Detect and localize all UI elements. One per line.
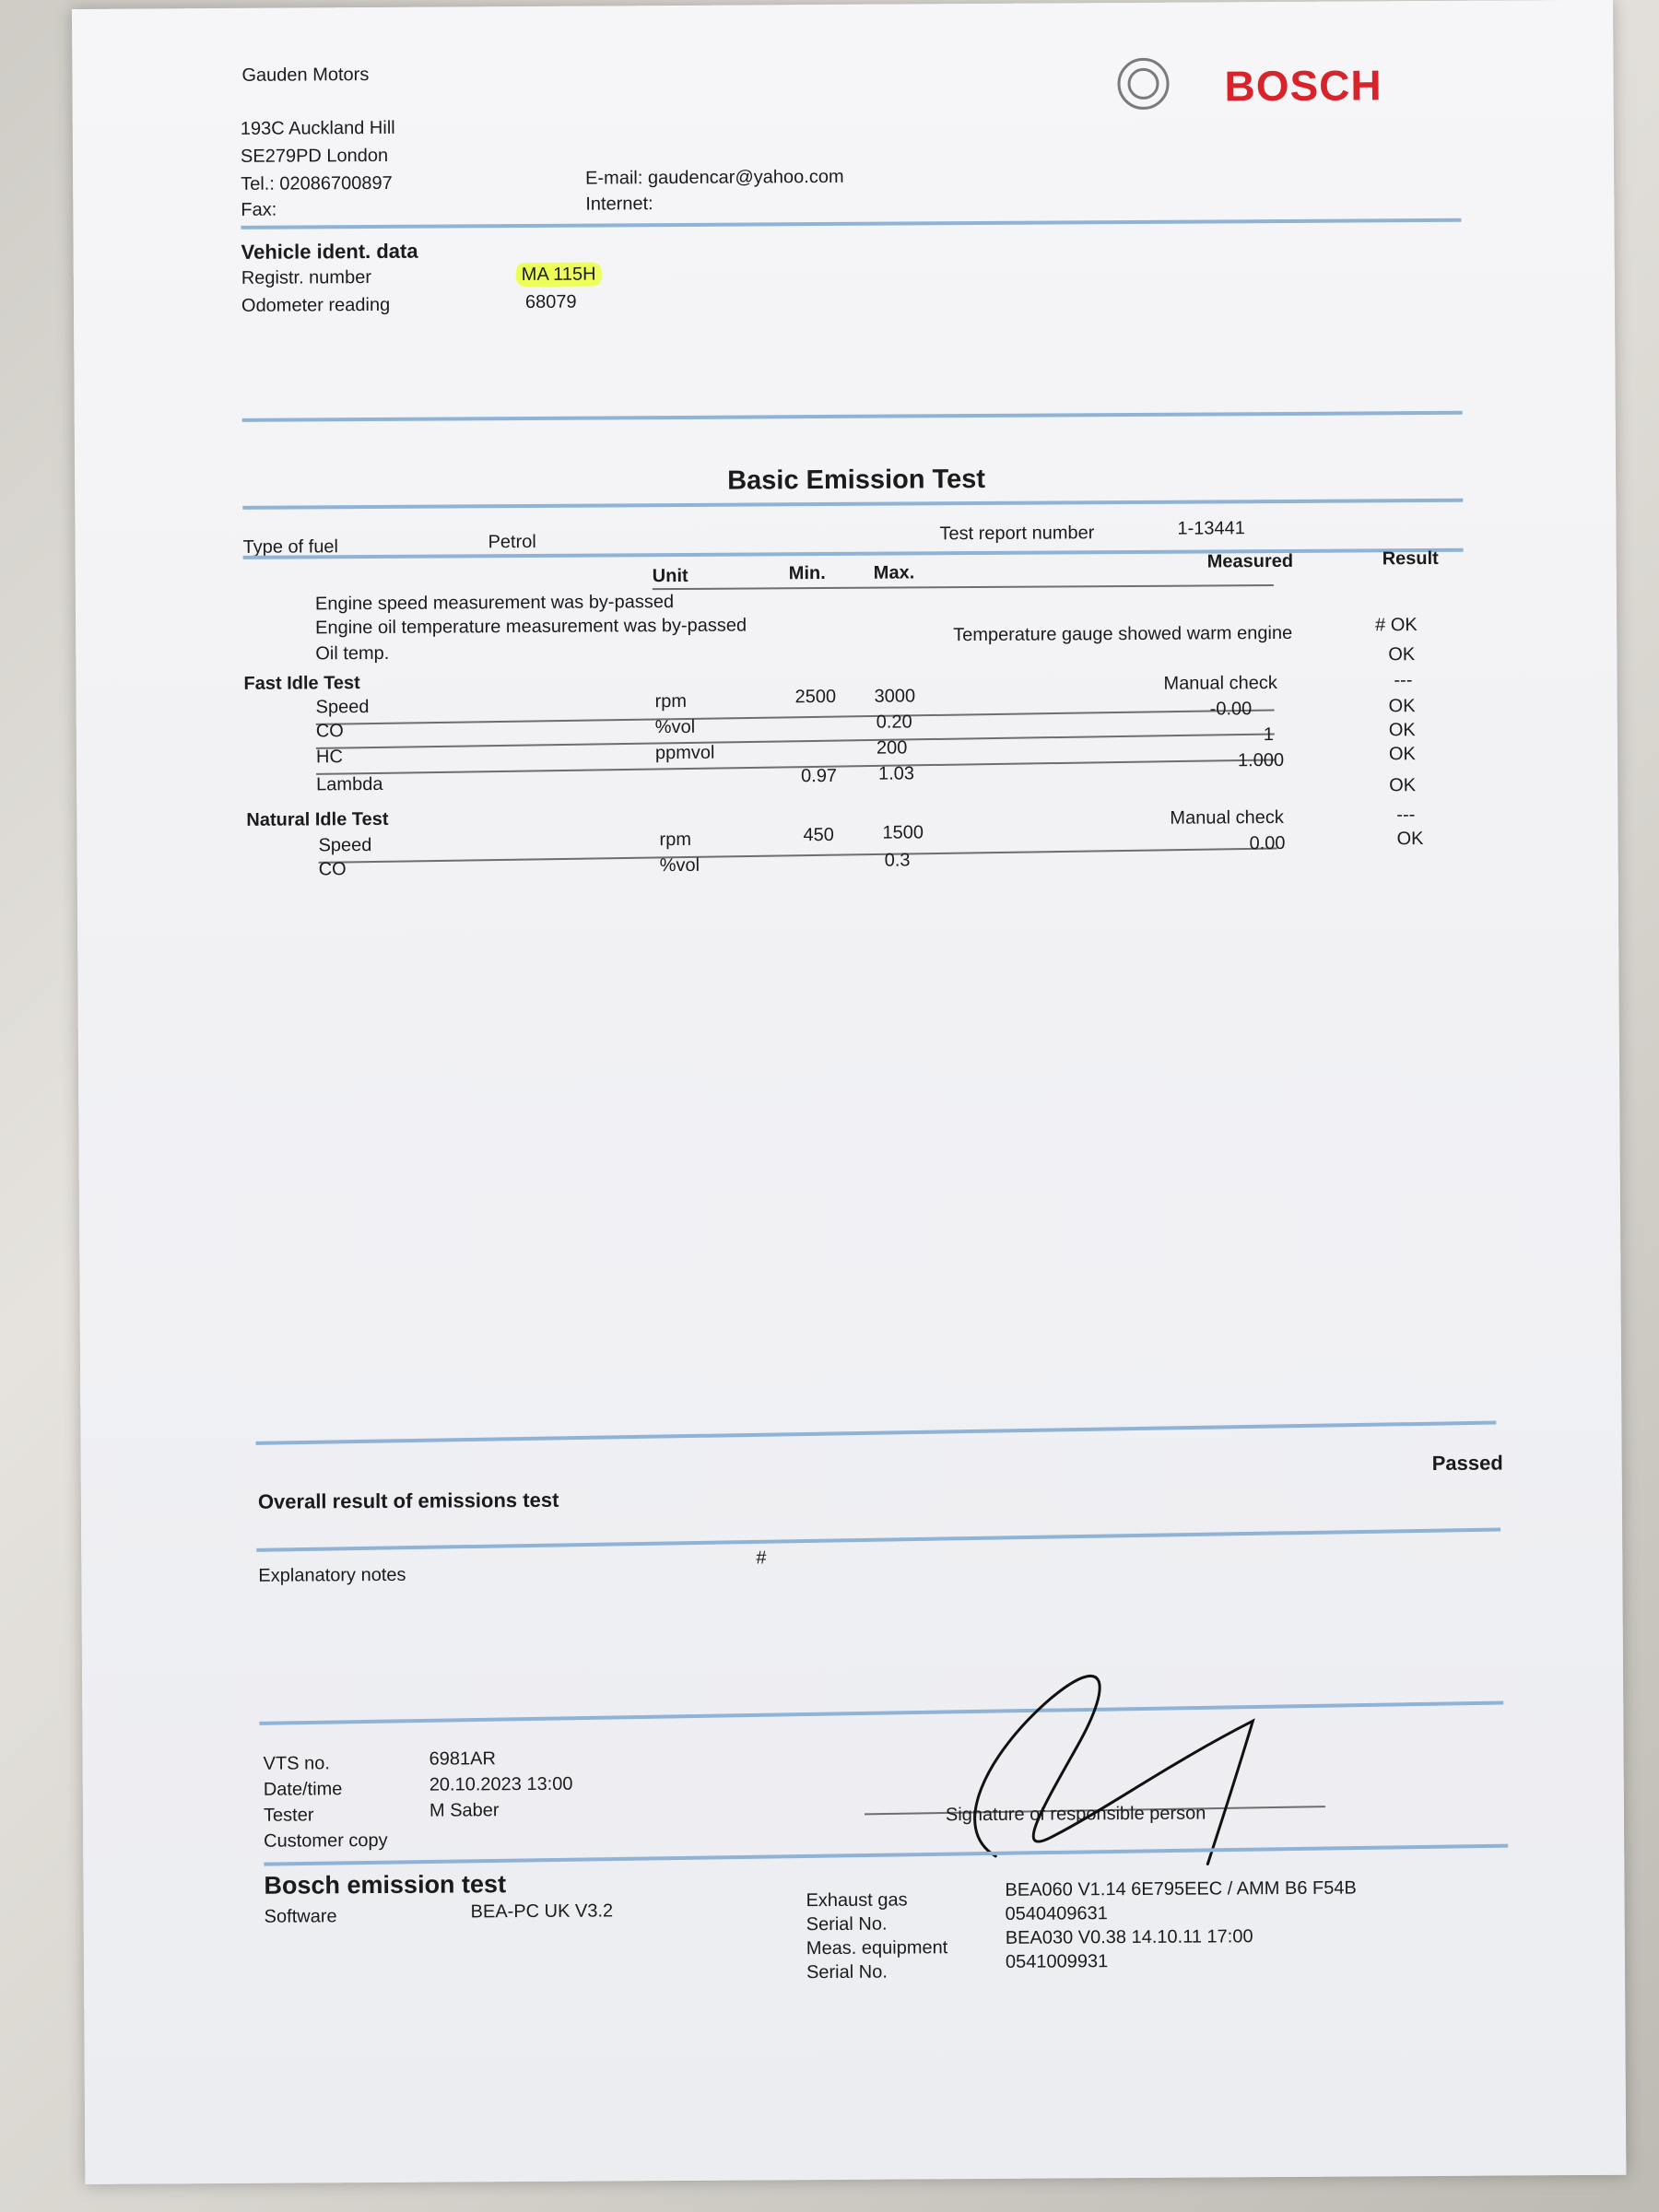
fast-idle-heading: Fast Idle Test — [243, 673, 360, 694]
internet: Internet: — [585, 194, 653, 215]
odometer-label: Odometer reading — [241, 294, 391, 316]
vehicle-divider — [242, 411, 1463, 422]
row-divider — [319, 847, 1277, 863]
row-name: HC — [315, 747, 343, 768]
row-unit: ppmvol — [654, 742, 715, 764]
vehicle-heading: Vehicle ident. data — [241, 239, 418, 264]
registration-label: Registr. number — [241, 267, 372, 288]
report-number-value: 1-13441 — [1177, 518, 1245, 539]
meas-equipment-label: Meas. equipment — [806, 1937, 948, 1959]
serial-2-label: Serial No. — [806, 1961, 888, 1983]
row-result: OK — [1388, 720, 1416, 741]
natural-idle-heading: Natural Idle Test — [246, 808, 389, 830]
meas-equipment-value: BEA030 V0.38 14.10.11 17:00 — [1005, 1926, 1253, 1948]
row-unit: rpm — [654, 690, 688, 712]
row-max: 0.3 — [884, 850, 911, 871]
row-unit: %vol — [659, 854, 700, 877]
column-result: Result — [1382, 547, 1439, 570]
note-oil-temperature: Engine oil temperature measurement was by-passed — [315, 615, 747, 639]
emission-report-sheet — [72, 0, 1626, 2184]
vts-label: VTS no. — [263, 1753, 330, 1774]
signature-label: Signature of responsible person — [945, 1803, 1206, 1826]
customer-copy-label: Customer copy — [264, 1830, 388, 1852]
oil-temp-measured: Temperature gauge showed warm engine — [953, 622, 1293, 646]
row-name: Lambda — [316, 773, 383, 795]
row-result: --- — [1394, 670, 1413, 691]
column-underline — [653, 584, 1274, 590]
note-engine-speed: Engine speed measurement was by-passed — [314, 592, 675, 615]
serial-2-value: 0541009931 — [1005, 1951, 1109, 1972]
column-unit: Unit — [652, 565, 688, 587]
explanatory-notes-label: Explanatory notes — [258, 1564, 406, 1586]
exhaust-value: BEA060 V1.14 6E795EEC / AMM B6 F54B — [1005, 1877, 1357, 1900]
row-name: CO — [318, 859, 347, 880]
column-measured: Measured — [1206, 550, 1294, 572]
bosch-brand-logo: BOSCH — [1224, 61, 1382, 111]
company-name: Gauden Motors — [241, 65, 370, 86]
row-name: Speed — [318, 835, 372, 856]
fuel-label: Type of fuel — [242, 536, 339, 558]
row-max: 200 — [876, 737, 908, 759]
overall-bottom-divider — [256, 1527, 1500, 1551]
row-min: 2500 — [794, 686, 837, 708]
row-measured: 1.000 — [1237, 749, 1285, 771]
fuel-value: Petrol — [488, 531, 536, 553]
row-measured: -0.00 — [1209, 699, 1253, 720]
row-divider — [316, 759, 1275, 775]
email: E-mail: gaudencar@yahoo.com — [585, 166, 844, 189]
column-min: Min. — [788, 563, 826, 584]
row-max: 0.20 — [876, 712, 912, 733]
product-name: Bosch emission test — [264, 1870, 507, 1900]
row-divider — [316, 734, 1275, 749]
registration-value: MA 115H — [516, 264, 602, 286]
oil-temp-result-ok: OK — [1388, 644, 1416, 665]
row-max: 1.03 — [878, 763, 915, 784]
address-line-1: 193C Auckland Hill — [240, 117, 395, 139]
header-divider — [241, 218, 1461, 229]
row-result: OK — [1396, 829, 1424, 850]
row-unit: %vol — [654, 716, 696, 738]
address-line-2: SE279PD London — [240, 145, 389, 167]
overall-result-value: Passed — [1431, 1451, 1503, 1476]
column-max: Max. — [873, 562, 915, 583]
row-measured: 0.00 — [1249, 832, 1286, 854]
tester-value: M Saber — [429, 1800, 500, 1821]
fax: Fax: — [241, 199, 277, 220]
row-measured: Manual check — [1170, 806, 1284, 829]
software-label: Software — [264, 1906, 337, 1927]
row-min: 450 — [803, 824, 834, 846]
vts-value: 6981AR — [429, 1748, 496, 1770]
title-divider — [242, 499, 1463, 510]
serial-1-value: 0540409631 — [1005, 1903, 1108, 1924]
overall-top-divider — [256, 1421, 1497, 1445]
date-value: 20.10.2023 13:00 — [429, 1773, 573, 1795]
row-max: 3000 — [874, 686, 916, 707]
software-value: BEA-PC UK V3.2 — [470, 1900, 614, 1923]
fast-idle-extra-result: OK — [1389, 775, 1417, 796]
test-title: Basic Emission Test — [727, 464, 986, 496]
row-result: --- — [1396, 805, 1416, 826]
overall-result-label: Overall result of emissions test — [257, 1488, 559, 1513]
row-unit: rpm — [659, 829, 692, 851]
tester-label: Tester — [263, 1805, 314, 1826]
explanatory-notes-value: # — [756, 1547, 767, 1569]
oil-temp-label: Oil temp. — [315, 642, 390, 665]
serial-1-label: Serial No. — [806, 1913, 888, 1936]
row-measured: Manual check — [1163, 673, 1277, 694]
row-measured: 1 — [1263, 724, 1275, 746]
row-max: 1500 — [882, 822, 924, 843]
report-number-label: Test report number — [939, 523, 1095, 545]
exhaust-label: Exhaust gas — [806, 1889, 908, 1912]
oil-temp-result: # OK — [1375, 615, 1418, 636]
bosch-armature-logo-icon — [1117, 58, 1169, 110]
odometer-value: 68079 — [524, 291, 577, 313]
row-result: OK — [1388, 744, 1416, 765]
row-name: CO — [315, 721, 344, 742]
row-min: 0.97 — [801, 765, 838, 787]
row-divider — [316, 710, 1275, 725]
date-label: Date/time — [263, 1779, 343, 1800]
telephone: Tel.: 02086700897 — [241, 172, 393, 194]
row-name: Speed — [315, 697, 370, 718]
row-result: OK — [1388, 696, 1416, 717]
